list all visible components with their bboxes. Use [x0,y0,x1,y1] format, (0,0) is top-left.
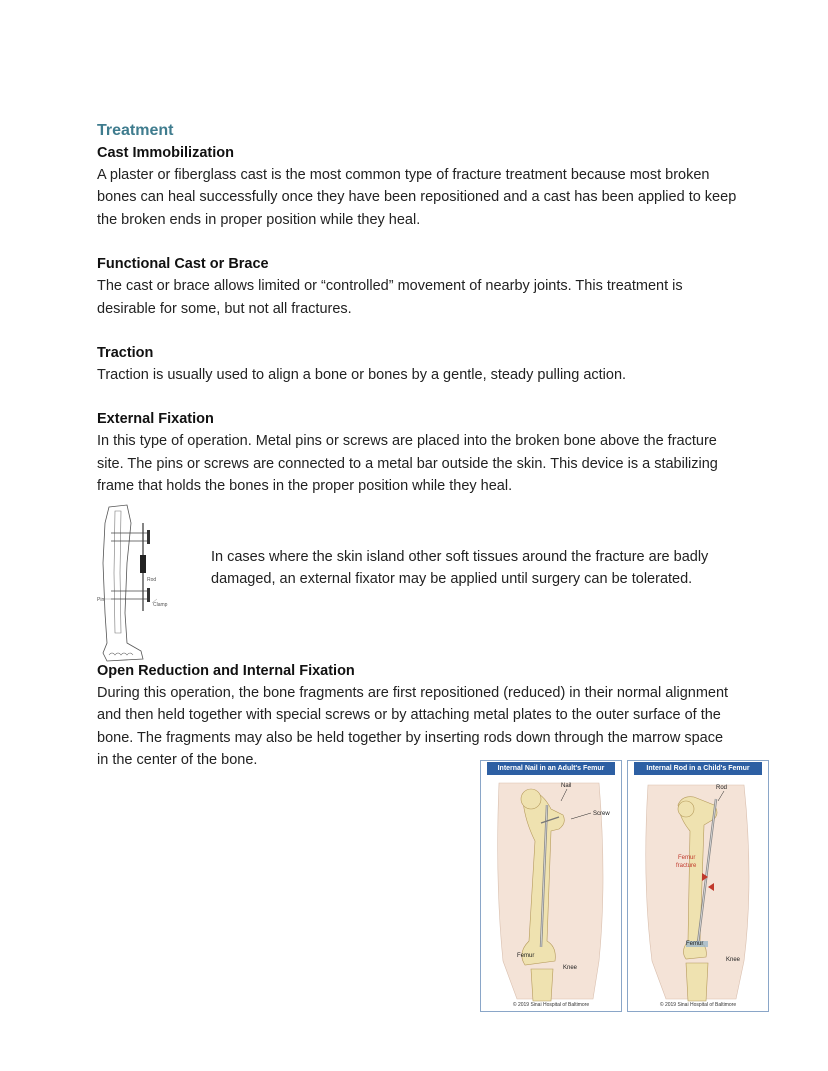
external-body: In this type of operation. Metal pins or screws are placed into the broken bone above the fracture site. The pins or screws are connected to a metal bar outside the skin. This device is a stabilizing frame that holds the bones in the proper position while they heal. [97,433,718,495]
external-fixator-note: In cases where the skin island other soft tissues around the fracture are badly damaged, an external fixator may be applied until surgery can be tolerated. [211,549,709,588]
figure-adult-femur-nail [480,760,622,1012]
fig2-label-fracture-line1: Femur [678,855,696,861]
cast-heading: Cast Immobilization [97,145,234,161]
fig1-label-screw: Screw [593,811,610,817]
functional-body: The cast or brace allows limited or “controlled” movement of nearby joints. This treatment is desirable for some, but not all fractures. [97,278,683,317]
fig2-label-knee: Knee [726,957,741,963]
fig2-label-femur: Femur [686,941,704,947]
treatment-content [97,120,737,498]
functional-heading: Functional Cast or Brace [97,256,269,273]
fixator-label-pin: Pin [97,597,105,603]
fig1-label-femur: Femur [517,953,535,959]
external-fixator-illustration [97,503,177,665]
section-title: Treatment [97,122,174,139]
orif-heading: Open Reduction and Internal Fixation [97,663,355,679]
fig2-credit: © 2019 Sinai Hospital of Baltimore [659,1002,737,1008]
cast-body: A plaster or fiberglass cast is the most common type of fracture treatment because most broken bones can heal successfully once they have been repositioned and a cast has been applied to keep the broken ends in proper position while they heal. [97,167,737,228]
fig1-credit: © 2019 Sinai Hospital of Baltimore [512,1002,590,1008]
fig1-label-knee: Knee [563,965,578,971]
orif-section [97,660,737,772]
fig2-title: Internal Rod in a Child's Femur [634,762,762,775]
fig1-label-nail: Nail [561,783,572,789]
figure-child-femur-rod [627,760,769,1012]
external-heading: External Fixation [97,411,214,428]
fig1-title: Internal Nail in an Adult's Femur [487,762,615,775]
traction-heading: Traction [97,345,154,362]
fig2-label-fracture-line2: fracture [676,863,697,869]
fixator-label-clamp: Clamp [153,602,168,608]
traction-body: Traction is usually used to align a bone or bones by a gentle, steady pulling action. [97,367,627,384]
fixator-label-rod: Rod [147,577,157,583]
orif-body: During this operation, the bone fragments are first repositioned (reduced) in their normal alignment and then held together with special screws or by attaching metal plates to the outer surface of the bone. The fragments may also be held together by inserting rods down through the marrow space in the center of the bone. [97,685,729,769]
fig2-label-rod: Rod [716,785,728,791]
